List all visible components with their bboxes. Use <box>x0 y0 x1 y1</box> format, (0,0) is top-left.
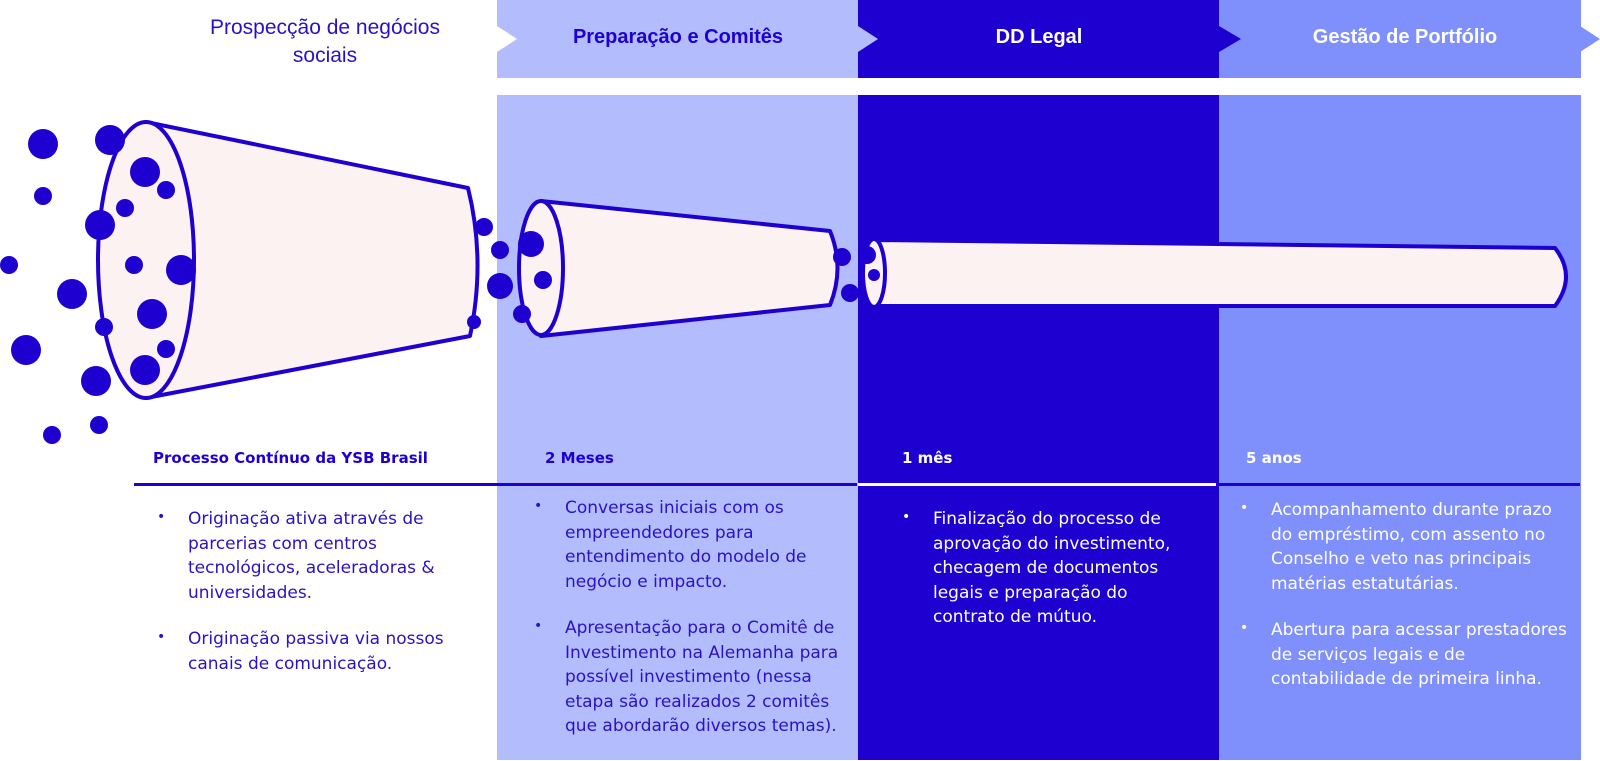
bullet-dot-icon: • <box>902 509 911 525</box>
funnel-medium <box>541 201 838 336</box>
list-item: • Acompanhamento durante prazo do empréstimo, com assento no Conselho e veto nas principais matérias estatutárias. <box>1240 498 1570 596</box>
stage3-bullets <box>902 507 1192 652</box>
list-item: • Conversas iniciais com os empreendedores para entendimento do modelo de negócio e impacto. <box>534 496 852 594</box>
bullet-dot-icon: • <box>157 509 166 525</box>
stage4-title: Gestão de Portfólio <box>1312 26 1498 48</box>
bullet-dot-icon: • <box>157 629 166 645</box>
list-item: • Abertura para acessar prestadores de serviços legais e de contabilidade de primeira linha. <box>1240 618 1570 692</box>
list-item: • Originação ativa através de parcerias com centros tecnológicos, aceleradoras & universidades. <box>157 507 457 605</box>
list-item: • Originação passiva via nossos canais de comunicação. <box>157 627 457 676</box>
stage4-duration: 5 anos <box>1246 449 1302 467</box>
stage3-title: DD Legal <box>995 26 1083 48</box>
timeline-rule-2 <box>858 483 1216 486</box>
list-item: • Apresentação para o Comitê de Investimento na Alemanha para possível investimento (nessa etapa são realizados 2 comitês que abordarão diversos temas). <box>534 616 852 739</box>
funnel-tube <box>874 240 1566 306</box>
timeline-rule-3 <box>1216 483 1580 486</box>
stage2-title: Preparação e Comitês <box>572 26 784 48</box>
bullet-dot-icon: • <box>534 618 543 634</box>
stage1-bullets <box>157 507 457 698</box>
list-item: • Finalização do processo de aprovação do investimento, checagem de documentos legais e preparação do contrato de mútuo. <box>902 507 1192 630</box>
timeline-rule-1 <box>134 483 857 486</box>
stage1-duration: Processo Contínuo da YSB Brasil <box>153 449 428 467</box>
bullet-dot-icon: • <box>1240 500 1249 516</box>
stage3-duration: 1 mês <box>902 449 953 467</box>
bullet-dot-icon: • <box>1240 620 1249 636</box>
stage4-bullets <box>1240 498 1570 714</box>
bullet-dot-icon: • <box>534 498 543 514</box>
stage2-bullets <box>534 496 852 761</box>
stage1-title: Prospecção de negócios sociais <box>210 16 440 67</box>
stage2-duration: 2 Meses <box>545 449 614 467</box>
